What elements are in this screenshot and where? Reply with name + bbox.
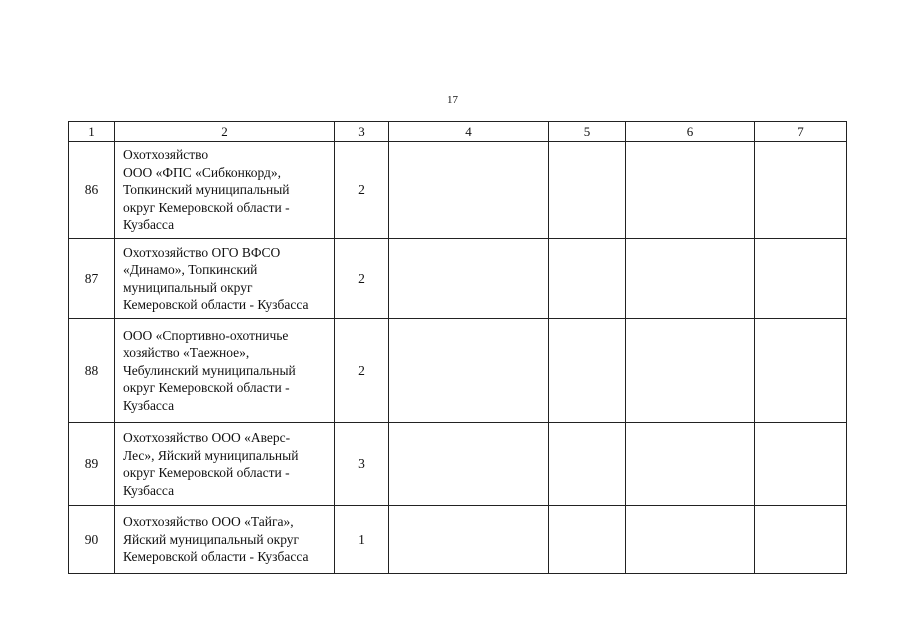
empty-cell xyxy=(389,239,549,319)
category-cell: 2 xyxy=(335,319,389,423)
empty-cell xyxy=(549,142,626,239)
hunting-ground-name: ООО «Спортивно-охотничье хозяйство «Таежное», Чебулинский муниципальный округ Кемеровской области - Кузбасса xyxy=(123,327,296,413)
empty-cell xyxy=(549,239,626,319)
empty-cell xyxy=(755,239,847,319)
hunting-ground-name-cell xyxy=(115,423,335,506)
hunting-ground-name-cell xyxy=(115,506,335,574)
hunting-ground-name-cell xyxy=(115,319,335,423)
column-header: 1 xyxy=(69,122,115,142)
row-number-cell: 88 xyxy=(69,319,115,423)
empty-cell xyxy=(626,319,755,423)
table-row xyxy=(69,319,847,423)
empty-cell xyxy=(626,142,755,239)
column-header: 4 xyxy=(389,122,549,142)
category-cell: 2 xyxy=(335,239,389,319)
empty-cell xyxy=(389,506,549,574)
empty-cell xyxy=(549,423,626,506)
row-number-cell: 89 xyxy=(69,423,115,506)
empty-cell xyxy=(389,142,549,239)
column-header: 6 xyxy=(626,122,755,142)
empty-cell xyxy=(755,423,847,506)
category-cell: 1 xyxy=(335,506,389,574)
column-header: 3 xyxy=(335,122,389,142)
row-number-cell: 87 xyxy=(69,239,115,319)
row-number-cell: 86 xyxy=(69,142,115,239)
empty-cell xyxy=(626,423,755,506)
table-row xyxy=(69,142,847,239)
table-row xyxy=(69,423,847,506)
empty-cell xyxy=(755,506,847,574)
empty-cell xyxy=(549,506,626,574)
column-header: 7 xyxy=(755,122,847,142)
category-cell: 3 xyxy=(335,423,389,506)
row-number-cell: 90 xyxy=(69,506,115,574)
empty-cell xyxy=(389,319,549,423)
hunting-ground-name: Охотхозяйство ООО «Тайга», Яйский муниципальный округ Кемеровской области - Кузбасса xyxy=(123,514,309,565)
empty-cell xyxy=(626,506,755,574)
empty-cell xyxy=(755,142,847,239)
table-row xyxy=(69,506,847,574)
hunting-ground-name: Охотхозяйство ООО «ФПС «Сибконкорд», Топкинский муниципальный округ Кемеровской области - Кузбасса xyxy=(123,147,290,233)
hunting-ground-name-cell xyxy=(115,142,335,239)
table-row xyxy=(69,239,847,319)
page-number: 17 xyxy=(447,94,458,106)
category-cell: 2 xyxy=(335,142,389,239)
hunting-ground-name: Охотхозяйство ООО «Аверс- Лес», Яйский муниципальный округ Кемеровской области - Кузбасса xyxy=(123,430,299,498)
hunting-grounds-table xyxy=(68,121,847,574)
empty-cell xyxy=(389,423,549,506)
empty-cell xyxy=(626,239,755,319)
hunting-ground-name: Охотхозяйство ОГО ВФСО «Динамо», Топкинский муниципальный округ Кемеровской области - Кузбасса xyxy=(123,244,309,312)
table-header-row xyxy=(69,122,847,142)
column-header: 2 xyxy=(115,122,335,142)
empty-cell xyxy=(549,319,626,423)
empty-cell xyxy=(755,319,847,423)
column-header: 5 xyxy=(549,122,626,142)
hunting-ground-name-cell xyxy=(115,239,335,319)
